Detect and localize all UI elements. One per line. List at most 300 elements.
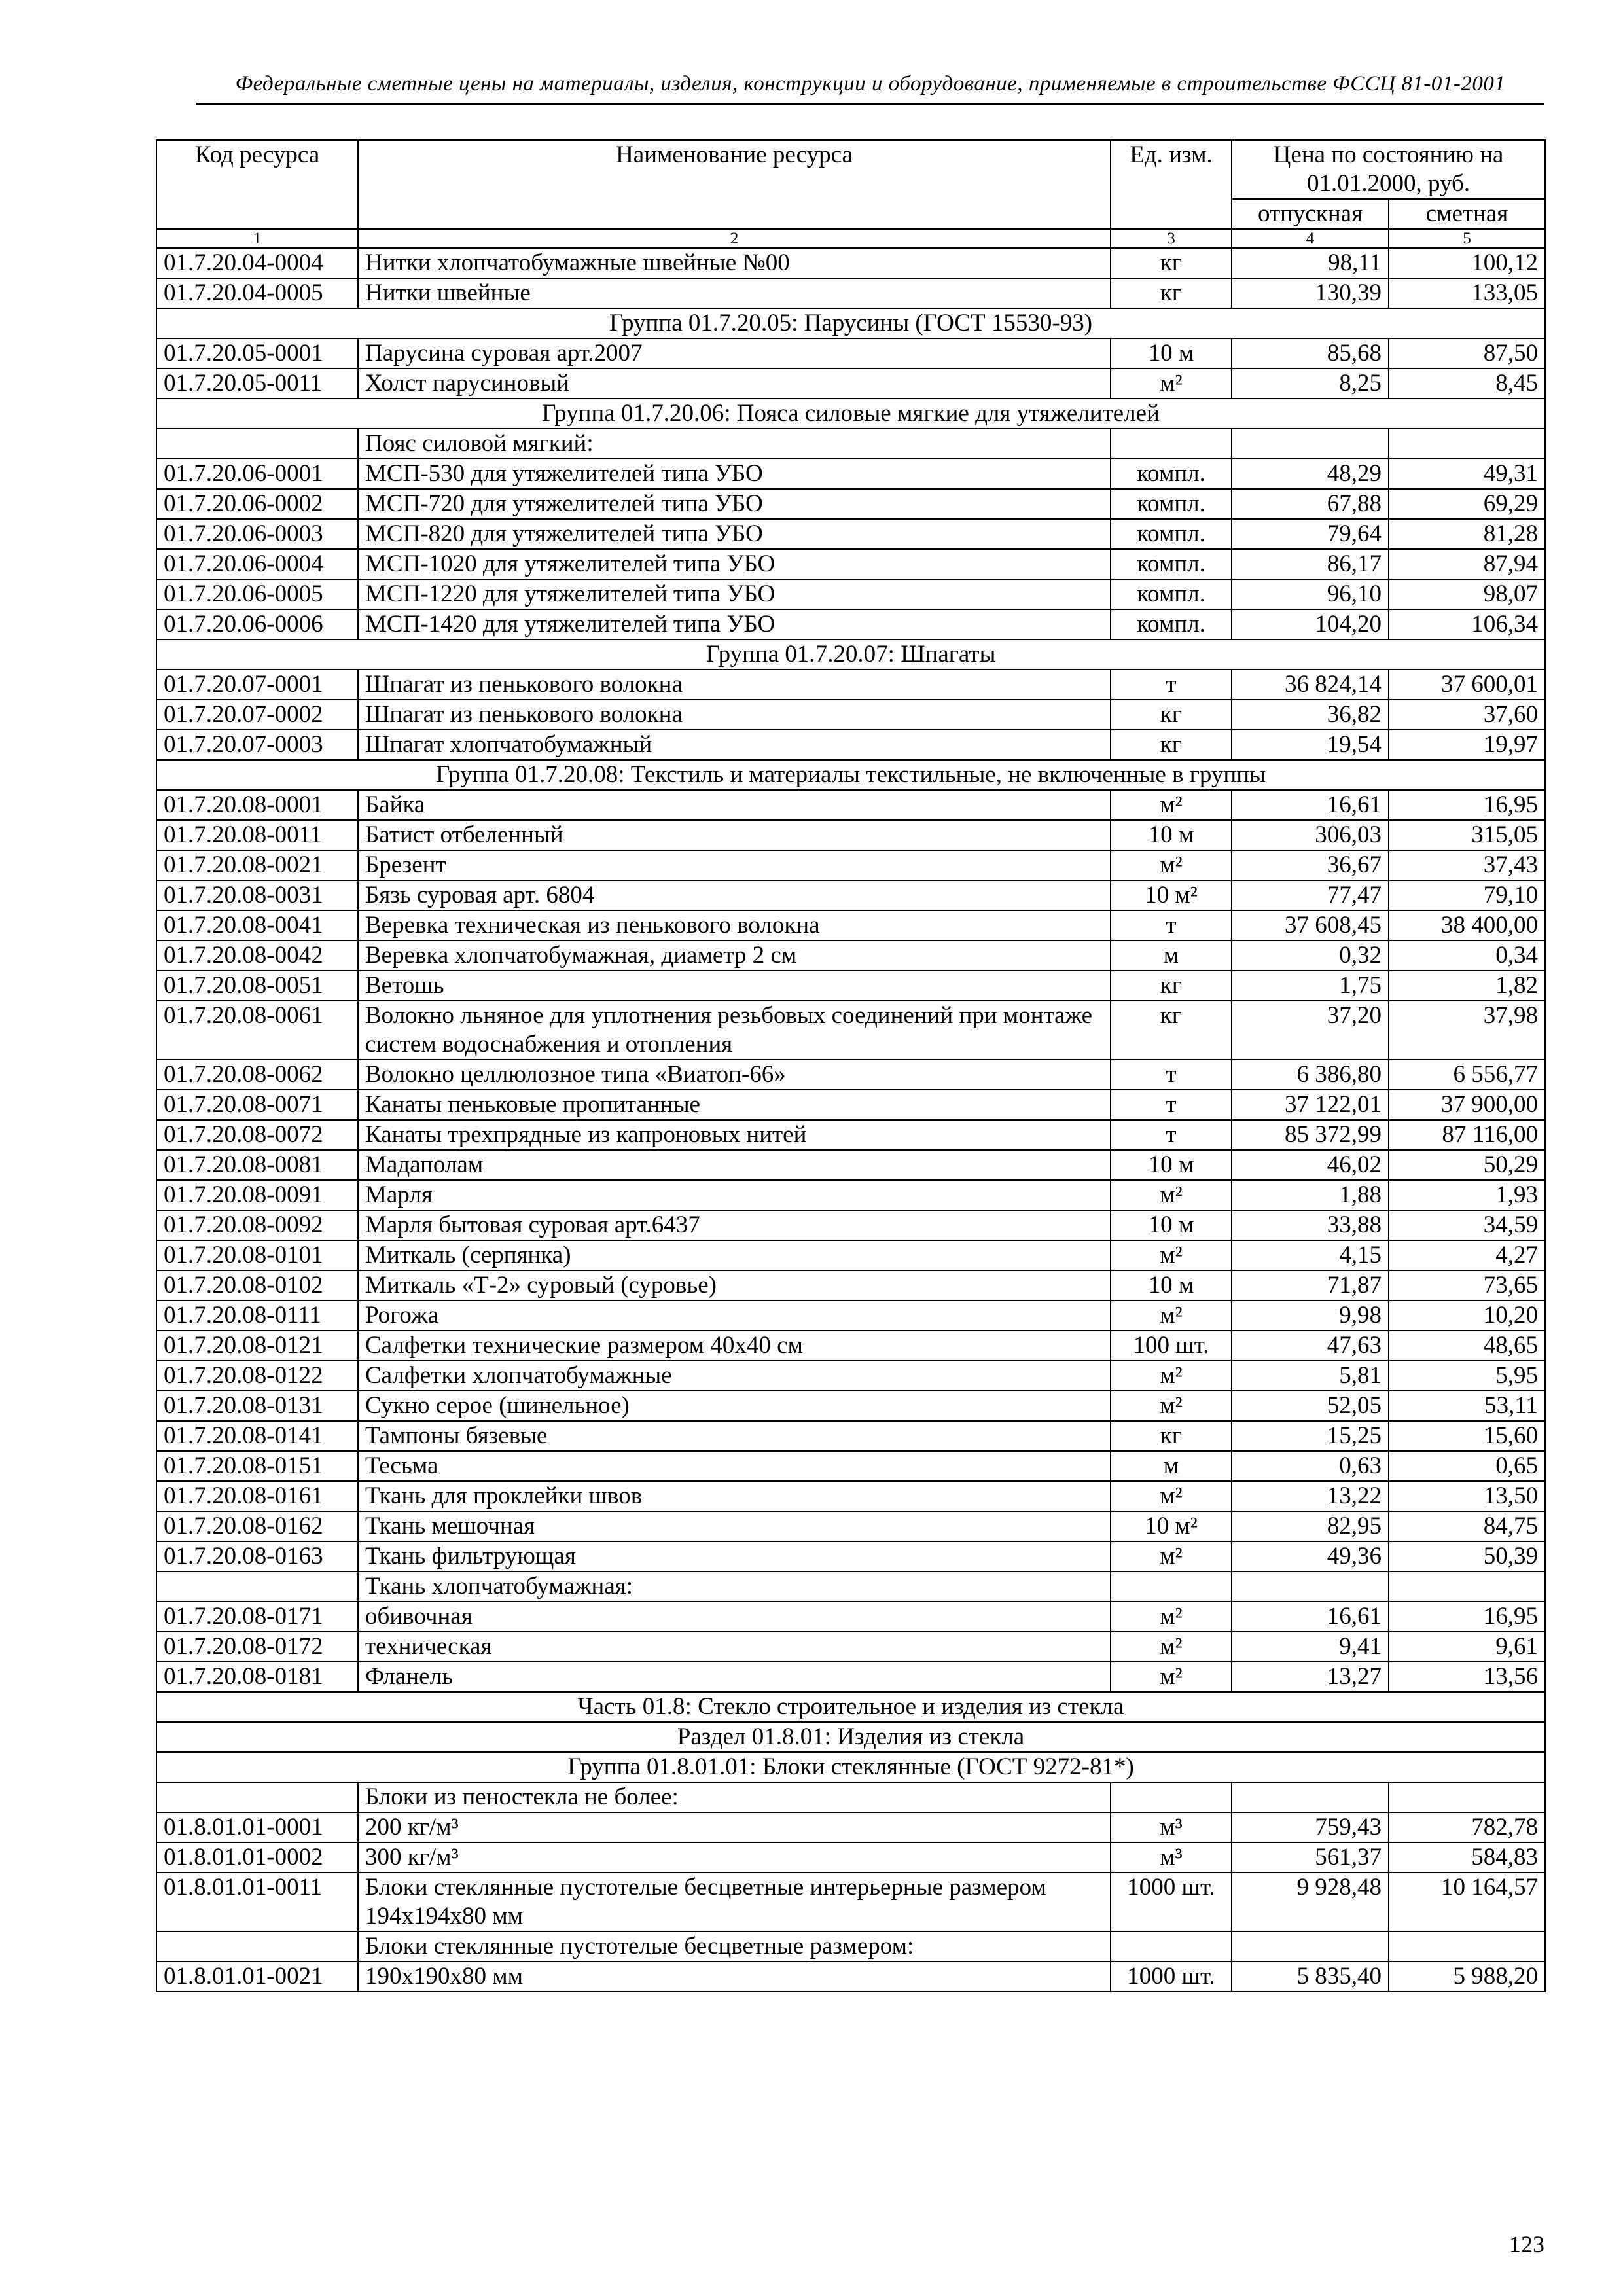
unit: т: [1111, 670, 1232, 700]
release-price: 759,43: [1232, 1812, 1389, 1842]
resource-name: 200 кг/м³: [358, 1812, 1111, 1842]
resource-code: 01.7.20.08-0091: [156, 1180, 358, 1210]
unit: 10 м: [1111, 1210, 1232, 1240]
table-row: [156, 1962, 1545, 1992]
estimate-price: 16,95: [1389, 790, 1545, 820]
unit: т: [1111, 910, 1232, 941]
empty-cell: [1389, 1571, 1545, 1602]
release-price: 79,64: [1232, 519, 1389, 549]
subheading-row: [156, 1571, 1545, 1602]
estimate-price: 87 116,00: [1389, 1120, 1545, 1150]
unit: м²: [1111, 1240, 1232, 1270]
resource-name: Шпагат хлопчатобумажный: [358, 730, 1111, 760]
table-row: [156, 1331, 1545, 1361]
empty-cell: [156, 1931, 358, 1962]
resource-name: Салфетки технические размером 40x40 см: [358, 1331, 1111, 1361]
resource-code: 01.7.20.08-0161: [156, 1481, 358, 1511]
resource-name: Нитки хлопчатобумажные швейные №00: [358, 248, 1111, 278]
col-header-estimate: сметная: [1389, 199, 1545, 229]
unit: кг: [1111, 248, 1232, 278]
table-row: [156, 1632, 1545, 1662]
resource-code: 01.7.20.08-0042: [156, 941, 358, 971]
release-price: 36,67: [1232, 850, 1389, 880]
unit: кг: [1111, 1001, 1232, 1060]
resource-name: 190x190x80 мм: [358, 1962, 1111, 1992]
estimate-price: 1,93: [1389, 1180, 1545, 1210]
estimate-price: 53,11: [1389, 1391, 1545, 1421]
table-row: [156, 1210, 1545, 1240]
release-price: 16,61: [1232, 1602, 1389, 1632]
empty-cell: [156, 429, 358, 459]
unit: 1000 шт.: [1111, 1873, 1232, 1931]
subheading: Ткань хлопчатобумажная:: [358, 1571, 1111, 1602]
resource-code: 01.7.20.05-0001: [156, 338, 358, 368]
empty-cell: [1111, 1931, 1232, 1962]
col-header-code: Код ресурса: [156, 140, 358, 229]
estimate-price: 87,94: [1389, 549, 1545, 579]
resource-code: 01.7.20.08-0072: [156, 1120, 358, 1150]
part-heading: Часть 01.8: Стекло строительное и изделия из стекла: [156, 1692, 1545, 1722]
col-number: 1: [156, 229, 358, 248]
resource-name: Ткань для проклейки швов: [358, 1481, 1111, 1511]
table-row: [156, 278, 1545, 308]
release-price: 37 122,01: [1232, 1090, 1389, 1120]
release-price: 46,02: [1232, 1150, 1389, 1180]
resource-code: 01.7.20.08-0163: [156, 1541, 358, 1571]
group-heading-row: [156, 399, 1545, 429]
release-price: 6 386,80: [1232, 1060, 1389, 1090]
release-price: 36,82: [1232, 700, 1389, 730]
unit: 100 шт.: [1111, 1331, 1232, 1361]
release-price: 5,81: [1232, 1361, 1389, 1391]
unit: м: [1111, 941, 1232, 971]
resource-name: Парусина суровая арт.2007: [358, 338, 1111, 368]
unit: 10 м: [1111, 1270, 1232, 1300]
resource-name: Волокно льняное для уплотнения резьбовых соединений при монтаже систем водоснабжения и отопления: [358, 1001, 1111, 1060]
resource-name: МСП-530 для утяжелителей типа УБО: [358, 459, 1111, 489]
release-price: 52,05: [1232, 1391, 1389, 1421]
unit: кг: [1111, 730, 1232, 760]
unit: м²: [1111, 1602, 1232, 1632]
empty-cell: [156, 1782, 358, 1812]
release-price: 9 928,48: [1232, 1873, 1389, 1931]
resource-code: 01.8.01.01-0021: [156, 1962, 358, 1992]
table-row: [156, 1270, 1545, 1300]
resource-name: Блоки стеклянные пустотелые бесцветные интерьерные размером 194x194x80 мм: [358, 1873, 1111, 1931]
estimate-price: 5,95: [1389, 1361, 1545, 1391]
resource-code: 01.7.20.08-0081: [156, 1150, 358, 1180]
estimate-price: 37,98: [1389, 1001, 1545, 1060]
table-row: [156, 941, 1545, 971]
table-row: [156, 850, 1545, 880]
resource-code: 01.7.20.06-0004: [156, 549, 358, 579]
resource-code: 01.7.20.08-0021: [156, 850, 358, 880]
resource-code: 01.7.20.06-0001: [156, 459, 358, 489]
estimate-price: 50,39: [1389, 1541, 1545, 1571]
table-row: [156, 1180, 1545, 1210]
table-row: [156, 820, 1545, 850]
resource-code: 01.7.20.04-0005: [156, 278, 358, 308]
empty-cell: [1111, 1782, 1232, 1812]
resource-code: 01.7.20.08-0101: [156, 1240, 358, 1270]
table-row: [156, 1150, 1545, 1180]
subheading-row: [156, 1782, 1545, 1812]
resource-code: 01.7.20.08-0061: [156, 1001, 358, 1060]
table-row: [156, 579, 1545, 609]
table-row: [156, 1451, 1545, 1481]
resource-code: 01.7.20.08-0001: [156, 790, 358, 820]
table-row: [156, 971, 1545, 1001]
release-price: 8,25: [1232, 368, 1389, 399]
empty-cell: [1111, 429, 1232, 459]
estimate-price: 13,50: [1389, 1481, 1545, 1511]
resource-code: 01.7.20.08-0031: [156, 880, 358, 910]
empty-cell: [1389, 1931, 1545, 1962]
empty-cell: [1232, 1571, 1389, 1602]
resource-name: Сукно серое (шинельное): [358, 1391, 1111, 1421]
release-price: 77,47: [1232, 880, 1389, 910]
unit: компл.: [1111, 489, 1232, 519]
resource-code: 01.7.20.05-0011: [156, 368, 358, 399]
unit: 1000 шт.: [1111, 1962, 1232, 1992]
release-price: 85 372,99: [1232, 1120, 1389, 1150]
resource-code: 01.7.20.06-0005: [156, 579, 358, 609]
unit: м²: [1111, 1391, 1232, 1421]
resource-name: Ткань мешочная: [358, 1511, 1111, 1541]
table-row: [156, 1001, 1545, 1060]
resource-code: 01.7.20.08-0041: [156, 910, 358, 941]
estimate-price: 37 600,01: [1389, 670, 1545, 700]
resource-code: 01.7.20.08-0071: [156, 1090, 358, 1120]
release-price: 1,75: [1232, 971, 1389, 1001]
subheading: Блоки из пеностекла не более:: [358, 1782, 1111, 1812]
estimate-price: 69,29: [1389, 489, 1545, 519]
resource-name: МСП-820 для утяжелителей типа УБО: [358, 519, 1111, 549]
running-header: Федеральные сметные цены на материалы, изделия, конструкции и оборудование, применяемые в строительстве ФССЦ 81-01-2001: [235, 72, 1506, 96]
resource-code: 01.7.20.06-0002: [156, 489, 358, 519]
resource-code: 01.7.20.08-0151: [156, 1451, 358, 1481]
resource-code: 01.7.20.06-0006: [156, 609, 358, 639]
group-heading: Группа 01.7.20.06: Пояса силовые мягкие для утяжелителей: [156, 399, 1545, 429]
resource-code: 01.7.20.07-0002: [156, 700, 358, 730]
estimate-price: 34,59: [1389, 1210, 1545, 1240]
unit: м²: [1111, 1300, 1232, 1331]
release-price: 0,32: [1232, 941, 1389, 971]
resource-code: 01.7.20.08-0131: [156, 1391, 358, 1421]
release-price: 1,88: [1232, 1180, 1389, 1210]
unit: компл.: [1111, 549, 1232, 579]
resource-code: 01.8.01.01-0002: [156, 1842, 358, 1873]
unit: 10 м: [1111, 338, 1232, 368]
resource-code: 01.7.20.08-0051: [156, 971, 358, 1001]
resource-code: 01.7.20.08-0062: [156, 1060, 358, 1090]
group-heading: Группа 01.8.01.01: Блоки стеклянные (ГОСТ 9272-81*): [156, 1752, 1545, 1782]
release-price: 9,41: [1232, 1632, 1389, 1662]
release-price: 71,87: [1232, 1270, 1389, 1300]
resource-name: Миткаль «Т-2» суровый (суровье): [358, 1270, 1111, 1300]
unit: компл.: [1111, 519, 1232, 549]
release-price: 13,22: [1232, 1481, 1389, 1511]
resource-name: Бязь суровая арт. 6804: [358, 880, 1111, 910]
resource-name: Волокно целлюлозное типа «Виатоп-66»: [358, 1060, 1111, 1090]
resource-name: Салфетки хлопчатобумажные: [358, 1361, 1111, 1391]
table-row: [156, 549, 1545, 579]
resource-name: Мадаполам: [358, 1150, 1111, 1180]
release-price: 86,17: [1232, 549, 1389, 579]
estimate-price: 100,12: [1389, 248, 1545, 278]
unit: кг: [1111, 700, 1232, 730]
release-price: 67,88: [1232, 489, 1389, 519]
estimate-price: 87,50: [1389, 338, 1545, 368]
resource-name: Веревка хлопчатобумажная, диаметр 2 см: [358, 941, 1111, 971]
table-row: [156, 1541, 1545, 1571]
table-row: [156, 670, 1545, 700]
unit: кг: [1111, 971, 1232, 1001]
release-price: 49,36: [1232, 1541, 1389, 1571]
release-price: 36 824,14: [1232, 670, 1389, 700]
estimate-price: 0,34: [1389, 941, 1545, 971]
estimate-price: 37,60: [1389, 700, 1545, 730]
resource-name: МСП-1420 для утяжелителей типа УБО: [358, 609, 1111, 639]
release-price: 15,25: [1232, 1421, 1389, 1451]
resource-name: Фланель: [358, 1662, 1111, 1692]
group-heading-row: [156, 639, 1545, 670]
release-price: 0,63: [1232, 1451, 1389, 1481]
resource-name: Ветошь: [358, 971, 1111, 1001]
unit: м: [1111, 1451, 1232, 1481]
subheading: Пояс силовой мягкий:: [358, 429, 1111, 459]
col-number: 5: [1389, 229, 1545, 248]
resource-code: 01.7.20.08-0011: [156, 820, 358, 850]
resource-name: 300 кг/м³: [358, 1842, 1111, 1873]
resource-name: Холст парусиновый: [358, 368, 1111, 399]
resource-code: 01.7.20.08-0171: [156, 1602, 358, 1632]
empty-cell: [156, 1571, 358, 1602]
resource-code: 01.7.20.07-0001: [156, 670, 358, 700]
estimate-price: 4,27: [1389, 1240, 1545, 1270]
unit: м²: [1111, 1541, 1232, 1571]
table-row: [156, 1391, 1545, 1421]
release-price: 96,10: [1232, 579, 1389, 609]
table-row: [156, 790, 1545, 820]
resource-name: Шпагат из пенькового волокна: [358, 700, 1111, 730]
table-row: [156, 1511, 1545, 1541]
table-row: [156, 368, 1545, 399]
empty-cell: [1111, 1571, 1232, 1602]
group-heading: Группа 01.7.20.08: Текстиль и материалы текстильные, не включенные в группы: [156, 760, 1545, 790]
estimate-price: 5 988,20: [1389, 1962, 1545, 1992]
release-price: 16,61: [1232, 790, 1389, 820]
resource-name: МСП-1220 для утяжелителей типа УБО: [358, 579, 1111, 609]
resource-code: 01.7.20.08-0122: [156, 1361, 358, 1391]
unit: 10 м: [1111, 1150, 1232, 1180]
unit: м²: [1111, 1481, 1232, 1511]
resource-code: 01.7.20.08-0172: [156, 1632, 358, 1662]
estimate-price: 106,34: [1389, 609, 1545, 639]
unit: м²: [1111, 790, 1232, 820]
group-heading-row: [156, 308, 1545, 338]
unit: 10 м: [1111, 820, 1232, 850]
release-price: 82,95: [1232, 1511, 1389, 1541]
resource-code: 01.7.20.08-0102: [156, 1270, 358, 1300]
empty-cell: [1389, 1782, 1545, 1812]
estimate-price: 1,82: [1389, 971, 1545, 1001]
resource-code: 01.7.20.08-0111: [156, 1300, 358, 1331]
unit: м²: [1111, 1180, 1232, 1210]
page-number: 123: [1509, 2231, 1544, 2257]
empty-cell: [1232, 1782, 1389, 1812]
price-table-body: [156, 248, 1545, 1992]
estimate-price: 10,20: [1389, 1300, 1545, 1331]
table-row: [156, 1602, 1545, 1632]
subheading-row: [156, 1931, 1545, 1962]
estimate-price: 10 164,57: [1389, 1873, 1545, 1931]
estimate-price: 19,97: [1389, 730, 1545, 760]
estimate-price: 98,07: [1389, 579, 1545, 609]
resource-name: Нитки швейные: [358, 278, 1111, 308]
resource-code: 01.7.20.08-0121: [156, 1331, 358, 1361]
unit: 10 м²: [1111, 880, 1232, 910]
resource-code: 01.7.20.04-0004: [156, 248, 358, 278]
resource-name: Брезент: [358, 850, 1111, 880]
table-row: [156, 1060, 1545, 1090]
estimate-price: 50,29: [1389, 1150, 1545, 1180]
release-price: 37 608,45: [1232, 910, 1389, 941]
estimate-price: 73,65: [1389, 1270, 1545, 1300]
release-price: 9,98: [1232, 1300, 1389, 1331]
unit: 10 м²: [1111, 1511, 1232, 1541]
estimate-price: 38 400,00: [1389, 910, 1545, 941]
empty-cell: [1232, 429, 1389, 459]
unit: м²: [1111, 1361, 1232, 1391]
resource-name: МСП-720 для утяжелителей типа УБО: [358, 489, 1111, 519]
estimate-price: 13,56: [1389, 1662, 1545, 1692]
price-table: [156, 139, 1546, 1992]
estimate-price: 84,75: [1389, 1511, 1545, 1541]
estimate-price: 15,60: [1389, 1421, 1545, 1451]
estimate-price: 133,05: [1389, 278, 1545, 308]
resource-code: 01.7.20.08-0181: [156, 1662, 358, 1692]
release-price: 130,39: [1232, 278, 1389, 308]
release-price: 561,37: [1232, 1842, 1389, 1873]
unit: м²: [1111, 368, 1232, 399]
col-header-release: отпускная: [1232, 199, 1389, 229]
resource-name: Веревка техническая из пенькового волокна: [358, 910, 1111, 941]
table-row: [156, 459, 1545, 489]
estimate-price: 8,45: [1389, 368, 1545, 399]
col-header-unit: Ед. изм.: [1111, 140, 1232, 229]
unit: компл.: [1111, 459, 1232, 489]
unit: м³: [1111, 1842, 1232, 1873]
release-price: 33,88: [1232, 1210, 1389, 1240]
release-price: 306,03: [1232, 820, 1389, 850]
col-header-name: Наименование ресурса: [358, 140, 1111, 229]
release-price: 37,20: [1232, 1001, 1389, 1060]
table-row: [156, 700, 1545, 730]
unit: т: [1111, 1090, 1232, 1120]
table-row: [156, 1873, 1545, 1931]
resource-name: Миткаль (серпянка): [358, 1240, 1111, 1270]
resource-code: 01.7.20.08-0162: [156, 1511, 358, 1541]
unit: м³: [1111, 1812, 1232, 1842]
subheading: Блоки стеклянные пустотелые бесцветные размером:: [358, 1931, 1111, 1962]
resource-name: обивочная: [358, 1602, 1111, 1632]
resource-name: Тесьма: [358, 1451, 1111, 1481]
resource-name: Канаты пеньковые пропитанные: [358, 1090, 1111, 1120]
estimate-price: 37 900,00: [1389, 1090, 1545, 1120]
estimate-price: 79,10: [1389, 880, 1545, 910]
release-price: 85,68: [1232, 338, 1389, 368]
release-price: 4,15: [1232, 1240, 1389, 1270]
table-row: [156, 730, 1545, 760]
estimate-price: 315,05: [1389, 820, 1545, 850]
unit: м²: [1111, 850, 1232, 880]
estimate-price: 782,78: [1389, 1812, 1545, 1842]
table-row: [156, 880, 1545, 910]
resource-code: 01.7.20.08-0092: [156, 1210, 358, 1240]
empty-cell: [1232, 1931, 1389, 1962]
table-row: [156, 248, 1545, 278]
table-row: [156, 1481, 1545, 1511]
col-number: 2: [358, 229, 1111, 248]
resource-name: Ткань фильтрующая: [358, 1541, 1111, 1571]
resource-code: 01.7.20.06-0003: [156, 519, 358, 549]
estimate-price: 48,65: [1389, 1331, 1545, 1361]
resource-name: Марля: [358, 1180, 1111, 1210]
estimate-price: 37,43: [1389, 850, 1545, 880]
section-heading-row: [156, 1722, 1545, 1752]
table-row: [156, 1300, 1545, 1331]
release-price: 48,29: [1232, 459, 1389, 489]
resource-name: Марля бытовая суровая арт.6437: [358, 1210, 1111, 1240]
estimate-price: 6 556,77: [1389, 1060, 1545, 1090]
subheading-row: [156, 429, 1545, 459]
release-price: 98,11: [1232, 248, 1389, 278]
release-price: 19,54: [1232, 730, 1389, 760]
resource-name: Тампоны бязевые: [358, 1421, 1111, 1451]
table-row: [156, 1662, 1545, 1692]
estimate-price: 16,95: [1389, 1602, 1545, 1632]
resource-name: Байка: [358, 790, 1111, 820]
resource-code: 01.7.20.07-0003: [156, 730, 358, 760]
part-heading-row: [156, 1692, 1545, 1722]
table-row: [156, 609, 1545, 639]
estimate-price: 584,83: [1389, 1842, 1545, 1873]
unit: м²: [1111, 1662, 1232, 1692]
estimate-price: 49,31: [1389, 459, 1545, 489]
table-row: [156, 1842, 1545, 1873]
resource-name: Шпагат из пенькового волокна: [358, 670, 1111, 700]
resource-name: Батист отбеленный: [358, 820, 1111, 850]
table-row: [156, 1090, 1545, 1120]
resource-name: Канаты трехпрядные из капроновых нитей: [358, 1120, 1111, 1150]
table-row: [156, 1421, 1545, 1451]
unit: компл.: [1111, 579, 1232, 609]
table-row: [156, 1812, 1545, 1842]
group-heading-row: [156, 760, 1545, 790]
unit: кг: [1111, 278, 1232, 308]
resource-name: техническая: [358, 1632, 1111, 1662]
col-number: 4: [1232, 229, 1389, 248]
resource-code: 01.8.01.01-0011: [156, 1873, 358, 1931]
group-heading: Группа 01.7.20.05: Парусины (ГОСТ 15530-93): [156, 308, 1545, 338]
estimate-price: 81,28: [1389, 519, 1545, 549]
resource-code: 01.7.20.08-0141: [156, 1421, 358, 1451]
table-row: [156, 910, 1545, 941]
group-heading: Группа 01.7.20.07: Шпагаты: [156, 639, 1545, 670]
col-number: 3: [1111, 229, 1232, 248]
estimate-price: 9,61: [1389, 1632, 1545, 1662]
